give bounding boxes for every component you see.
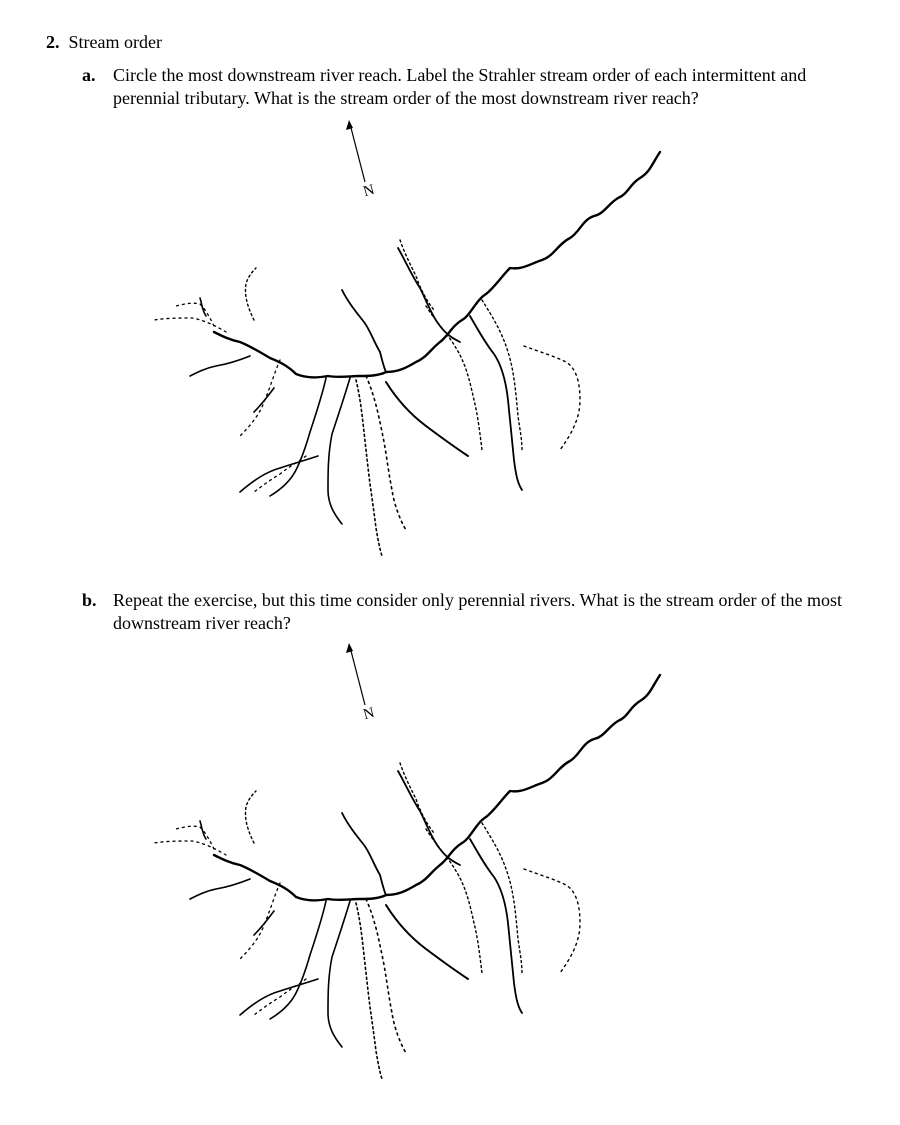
tributary-sw-3: [254, 456, 306, 492]
part-a: [82, 64, 872, 110]
part-b: [82, 589, 872, 635]
tributary-w-1: [240, 360, 280, 436]
north-arrow-icon: [346, 643, 376, 723]
stream-network: [154, 152, 660, 556]
tributary-sw-1: [270, 378, 326, 496]
tributary-e-2: [524, 346, 580, 450]
part-b-label: b.: [82, 590, 97, 610]
tributary-south-perennial: [386, 905, 468, 979]
tributary-nw-2: [154, 841, 226, 855]
tributary-w-2: [254, 388, 274, 412]
main-stem-river: [214, 675, 660, 900]
tributary-n-2: [400, 240, 434, 310]
tributary-south-left: [328, 901, 350, 1047]
tributary-upper-mid: [342, 813, 386, 895]
part-a-text: Circle the most downstream river reach. Label the Strahler stream order of each intermittent and perennial tributary. What is the stream order of the most downstream river reach?: [113, 65, 807, 108]
stream-network: [154, 675, 660, 1079]
tributary-e-2: [524, 869, 580, 973]
tributary-nw-4: [200, 821, 206, 839]
tributary-w-2: [254, 911, 274, 935]
tributary-ne-perennial: [470, 316, 522, 490]
tributary-w-1: [240, 883, 280, 959]
tributary-sw-2: [240, 979, 318, 1015]
tributary-south-perennial: [386, 382, 468, 456]
main-stem-river: [214, 152, 660, 377]
question-number: 2.: [46, 32, 60, 52]
question-heading: [46, 31, 162, 53]
north-label: N: [361, 705, 377, 724]
tributary-n: [398, 248, 460, 342]
tributary-sw-3: [254, 979, 306, 1015]
tributary-nw-1: [245, 268, 256, 320]
tributary-nw-4: [200, 298, 206, 316]
stream-network-figure-b: [130, 643, 690, 1093]
tributary-south-center: [356, 380, 382, 556]
tributary-sw-2: [240, 456, 318, 492]
tributary-upper-mid: [342, 290, 386, 372]
tributary-nw-2: [154, 318, 226, 332]
tributary-w-3: [190, 356, 250, 376]
north-label: N: [361, 182, 377, 201]
tributary-e-1: [482, 300, 522, 450]
stream-network-figure-a: [130, 120, 690, 570]
tributary-south-mid: [366, 376, 406, 530]
tributary-sw-1: [270, 901, 326, 1019]
tributary-n: [398, 771, 460, 865]
tributary-e-1: [482, 823, 522, 973]
stream-network-map-b: [130, 643, 690, 1093]
tributary-south-left: [328, 378, 350, 524]
part-b-text: Repeat the exercise, but this time consider only perennial rivers. What is the stream order of the most downstream river reach?: [113, 590, 842, 633]
tributary-south-mid: [366, 899, 406, 1053]
part-a-label: a.: [82, 65, 96, 85]
tributary-south-center: [356, 903, 382, 1079]
tributary-ne-perennial: [470, 839, 522, 1013]
tributary-nw-1: [245, 791, 256, 843]
tributary-n-2: [400, 763, 434, 833]
north-arrow-icon: [346, 120, 376, 200]
tributary-w-3: [190, 879, 250, 899]
stream-network-map-a: [130, 120, 690, 570]
question-title: Stream order: [68, 32, 162, 52]
